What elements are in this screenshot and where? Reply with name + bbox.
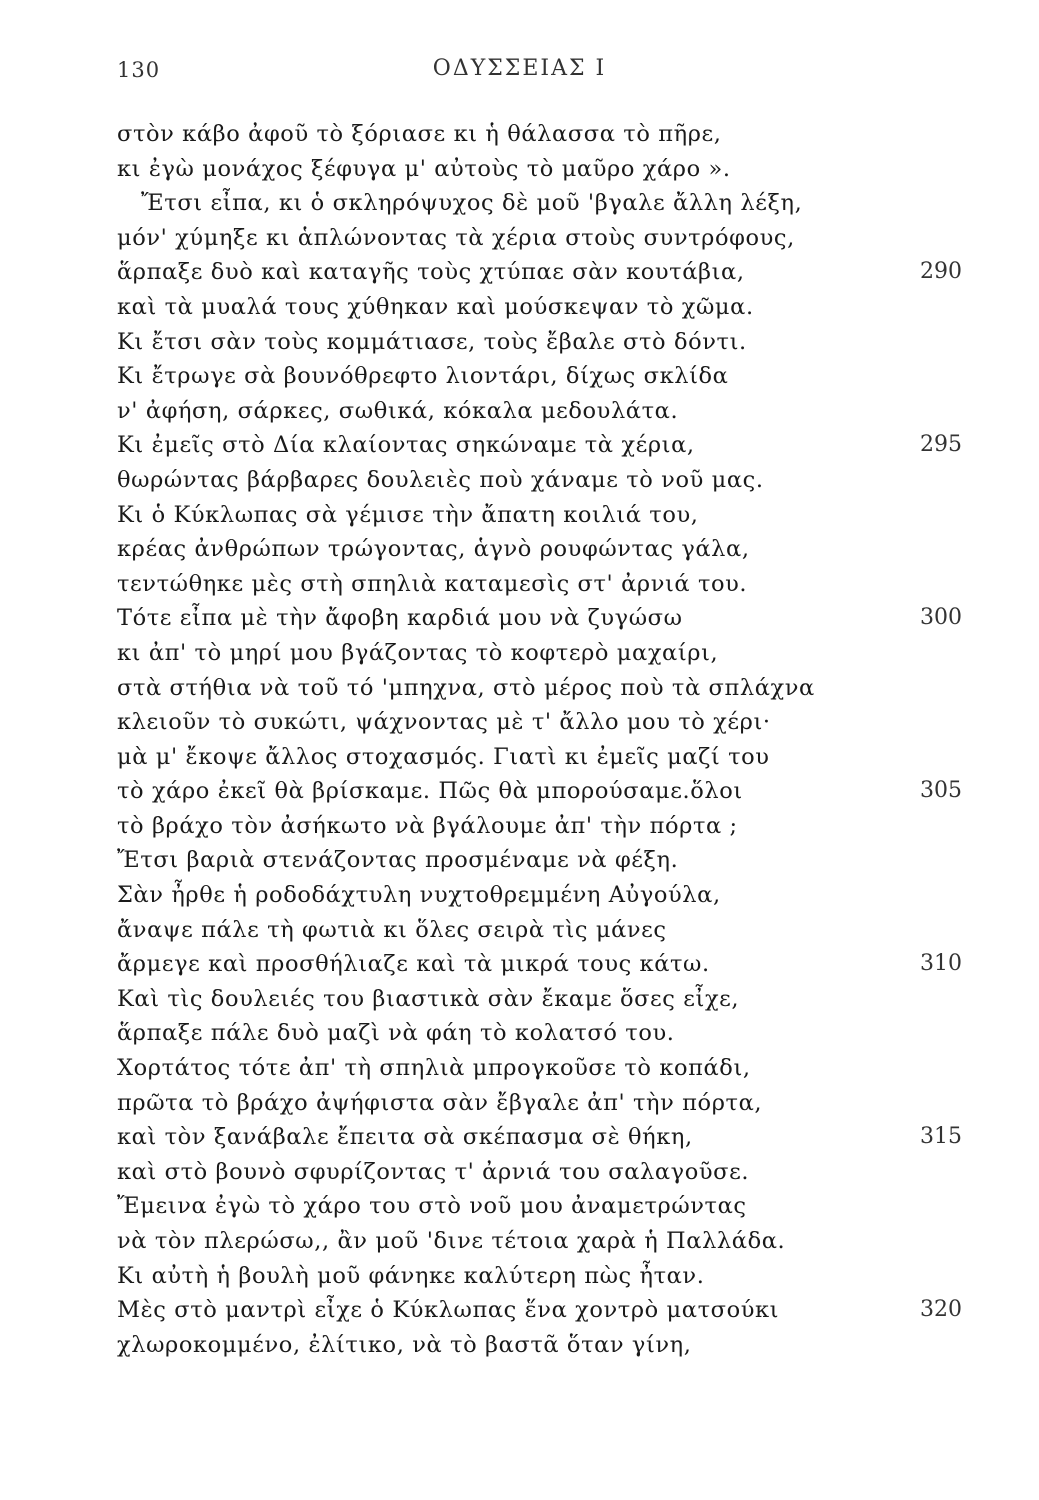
verse-text: Κι ἔτρωγε σὰ βουνόθρεφτο λιοντάρι, δίχως σκλίδα xyxy=(117,363,729,390)
verse-line xyxy=(117,809,962,844)
verse-line xyxy=(117,1016,962,1051)
verse-line xyxy=(117,1120,962,1155)
verse-line xyxy=(117,1328,962,1363)
verse-text: Καὶ τὶς δουλειές του βιαστικὰ σὰν ἔκαμε ὅσες εἶχε, xyxy=(117,985,740,1012)
verse-text: Σὰν ἦρθε ἡ ροδοδάχτυλη νυχτοθρεμμένη Αὐγούλα, xyxy=(117,882,721,909)
verse-text: κι ἀπ' τὸ μηρί μου βγάζοντας τὸ κοφτερὸ μαχαίρι, xyxy=(117,639,719,666)
verse-text: Τότε εἶπα μὲ τὴν ἄφοβη καρδιά μου νὰ ζυγώσω xyxy=(117,605,683,632)
verse-text: Κι ὁ Κύκλωπας σὰ γέμισε τὴν ἄπατη κοιλιά του, xyxy=(117,501,699,528)
verse-line xyxy=(117,221,962,256)
poem-body xyxy=(117,117,962,1362)
verse-line xyxy=(117,878,962,913)
page-header xyxy=(0,54,1039,94)
verse-line xyxy=(117,1051,962,1086)
verse-text: καὶ στὸ βουνὸ σφυρίζοντας τ' ἀρνιά του σαλαγοῦσε. xyxy=(117,1158,750,1185)
line-number: 320 xyxy=(920,1297,962,1323)
verse-text: ἅρπαξε δυὸ καὶ καταγῆς τοὺς χτύπαε σὰν κουτάβια, xyxy=(117,259,745,286)
verse-line xyxy=(117,1155,962,1190)
verse-line xyxy=(117,1259,962,1294)
verse-line xyxy=(117,601,962,636)
verse-line xyxy=(117,1086,962,1121)
verse-text: Ἔτσι βαριὰ στενάζοντας προσμέναμε νὰ φέξη. xyxy=(117,847,679,874)
line-number: 305 xyxy=(920,778,962,804)
verse-text: τεντώθηκε μὲς στὴ σπηλιὰ καταμεσὶς στ' ἀρνιά του. xyxy=(117,570,748,597)
verse-text: κλειοῦν τὸ συκώτι, ψάχνοντας μὲ τ' ἄλλο μου τὸ χέρι· xyxy=(117,709,771,736)
verse-line xyxy=(117,567,962,602)
verse-line xyxy=(117,843,962,878)
verse-text: Κι ἔτσι σὰν τοὺς κομμάτιασε, τοὺς ἔβαλε στὸ δόντι. xyxy=(117,328,747,355)
verse-text: μόν' χύμηξε κι ἁπλώνοντας τὰ χέρια στοὺς συντρόφους, xyxy=(117,224,795,251)
verse-line xyxy=(117,705,962,740)
page-number: 130 xyxy=(117,58,161,82)
verse-text: Μὲς στὸ μαντρὶ εἶχε ὁ Κύκλωπας ἕνα χοντρὸ ματσούκι xyxy=(117,1297,780,1324)
verse-text: νὰ τὸν πλερώσω,, ἂν μοῦ 'δινε τέτοια χαρὰ ἡ Παλλάδα. xyxy=(117,1228,786,1254)
verse-line xyxy=(117,290,962,325)
verse-line xyxy=(117,186,962,221)
verse-line xyxy=(117,325,962,360)
verse-line xyxy=(117,1293,962,1328)
verse-line xyxy=(117,636,962,671)
verse-text: χλωροκομμένο, ἐλίτικο, νὰ τὸ βαστᾶ ὅταν γίνη, xyxy=(117,1331,692,1358)
verse-text: στὰ στήθια νὰ τοῦ τό 'μπηχνα, στὸ μέρος ποὺ τὰ σπλάχνα xyxy=(117,674,815,701)
verse-line xyxy=(117,117,962,152)
line-number: 310 xyxy=(920,951,962,977)
verse-line xyxy=(117,463,962,498)
verse-text: πρῶτα τὸ βράχο ἀψήφιστα σὰν ἔβγαλε ἀπ' τὴν πόρτα, xyxy=(117,1089,763,1116)
verse-line xyxy=(117,394,962,429)
line-number: 315 xyxy=(920,1124,962,1150)
verse-line xyxy=(117,774,962,809)
verse-text: κρέας ἀνθρώπων τρώγοντας, ἁγνὸ ρουφώντας γάλα, xyxy=(117,536,750,563)
verse-line xyxy=(117,671,962,706)
verse-line xyxy=(117,1189,962,1224)
verse-text: ν' ἀφήση, σάρκες, σωθικά, κόκαλα μεδουλάτα. xyxy=(117,397,679,424)
verse-line xyxy=(117,982,962,1017)
verse-line xyxy=(117,152,962,187)
verse-text: ἄναψε πάλε τὴ φωτιὰ κι ὅλες σειρὰ τὶς μάνες xyxy=(117,916,667,943)
verse-text: τὸ χάρο ἐκεῖ θὰ βρίσκαμε. Πῶς θὰ μπορούσαμε.ὅλοι xyxy=(117,778,743,805)
verse-line xyxy=(117,255,962,290)
verse-text: μὰ μ' ἔκοψε ἄλλος στοχασμός. Γιατὶ κι ἐμεῖς μαζί του xyxy=(117,743,770,770)
verse-line xyxy=(117,913,962,948)
verse-text: θωρώντας βάρβαρες δουλειὲς ποὺ χάναμε τὸ νοῦ μας. xyxy=(117,466,764,493)
verse-line xyxy=(117,947,962,982)
verse-text: καὶ τὸν ξανάβαλε ἔπειτα σὰ σκέπασμα σὲ θήκη, xyxy=(117,1124,693,1151)
verse-line xyxy=(117,1224,962,1259)
verse-text: Ἔτσι εἶπα, κι ὁ σκληρόψυχος δὲ μοῦ 'βγαλε ἄλλη λέξη, xyxy=(141,190,803,217)
line-number: 295 xyxy=(920,432,962,458)
verse-text: Ἔμεινα ἐγὼ τὸ χάρο του στὸ νοῦ μου ἀναμετρώντας xyxy=(117,1193,747,1220)
verse-text: ἄρμεγε καὶ προσθήλιαζε καὶ τὰ μικρά τους κάτω. xyxy=(117,951,710,978)
verse-text: Κι ἐμεῖς στὸ Δία κλαίοντας σηκώναμε τὰ χέρια, xyxy=(117,432,695,459)
verse-text: στὸν κάβο ἀφοῦ τὸ ξόριασε κι ἡ θάλασσα τὸ πῆρε, xyxy=(117,121,722,147)
verse-line xyxy=(117,740,962,775)
verse-text: καὶ τὰ μυαλά τους χύθηκαν καὶ μούσκεψαν τὸ χῶμα. xyxy=(117,293,754,320)
verse-line xyxy=(117,498,962,533)
verse-text: κι ἐγὼ μονάχος ξέφυγα μ' αὐτοὺς τὸ μαῦρο χάρο ». xyxy=(117,155,731,182)
running-head: ΟΔΥΣΣΕΙΑΣ Ι xyxy=(432,56,607,81)
verse-text: ἅρπαξε πάλε δυὸ μαζὶ νὰ φάη τὸ κολατσό του. xyxy=(117,1020,675,1047)
line-number: 290 xyxy=(920,259,962,285)
verse-line xyxy=(117,428,962,463)
line-number: 300 xyxy=(920,605,962,631)
verse-text: Χορτάτος τότε ἀπ' τὴ σπηλιὰ μπρογκοῦσε τὸ κοπάδι, xyxy=(117,1055,751,1082)
verse-text: τὸ βράχο τὸν ἀσήκωτο νὰ βγάλουμε ἀπ' τὴν πόρτα ; xyxy=(117,812,738,839)
verse-text: Κι αὐτὴ ἡ βουλὴ μοῦ φάνηκε καλύτερη πὼς ἦταν. xyxy=(117,1262,705,1289)
verse-line xyxy=(117,532,962,567)
verse-line xyxy=(117,359,962,394)
